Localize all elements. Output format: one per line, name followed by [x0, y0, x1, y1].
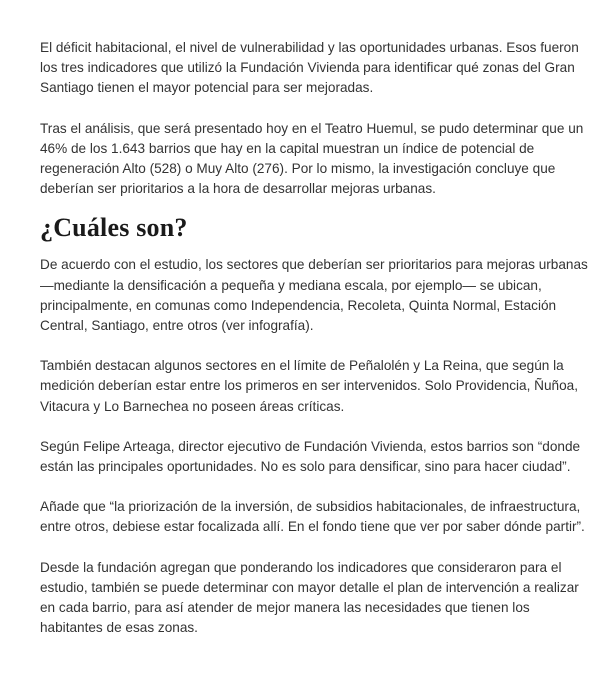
paragraph-body-4: Añade que “la priorización de la inversión, de subsidios habitacionales, de infraestructura, entre otros, debiese estar focalizada allí. En el fondo tiene que ver por saber dónde partir”. — [40, 499, 585, 535]
paragraph-body-1: De acuerdo con el estudio, los sectores que deberían ser prioritarios para mejoras urbanas —mediante la densificación a pequeña y mediana escala, por ejemplo— se ubican, principalmente, en comunas como Independencia, Recoleta, Quinta Normal, Estación Central, Santiago, entre otros (ver infografía). — [40, 257, 588, 334]
paragraph-body-3: Según Felipe Arteaga, director ejecutivo de Fundación Vivienda, estos barrios son “donde están las principales oportunidades. No es solo para densificar, sino para hacer ciudad”. — [40, 438, 581, 475]
paragraph-body-2: También destacan algunos sectores en el límite de Peñalolén y La Reina, que según la medición deberían estar entre los primeros en ser intervenidos. Solo Providencia, Ñuñoa, Vitacura y Lo Barnechea no poseen áreas críticas. — [40, 358, 578, 414]
section-heading: ¿Cuáles son? — [40, 213, 188, 243]
paragraph-intro-2: Tras el análisis, que será presentado hoy en el Teatro Huemul, se pudo determinar que un 46% de los 1.643 barrios que hay en la capital muestran un índice de potencial de regeneración Alto (528) o Muy Alto (276). Por lo mismo, la investigación concluye que deberían ser prioritarios a la hora de desarrollar mejoras urbanas. — [40, 120, 584, 197]
paragraph-intro-1: El déficit habitacional, el nivel de vulnerabilidad y las oportunidades urbanas. Esos fueron los tres indicadores que utilizó la Fundación Vivienda para identificar qué zonas del Gran Santiago tienen el mayor potencial para ser mejoradas. — [40, 40, 579, 96]
paragraph-body-5: Desde la fundación agregan que ponderando los indicadores que consideraron para el estudio, también se puede determinar con mayor detalle el plan de intervención a realizar en cada barrio, para así atender de mejor manera las necesidades que tienen los habitantes de esas zonas. — [40, 559, 579, 636]
article-body — [40, 38, 588, 658]
